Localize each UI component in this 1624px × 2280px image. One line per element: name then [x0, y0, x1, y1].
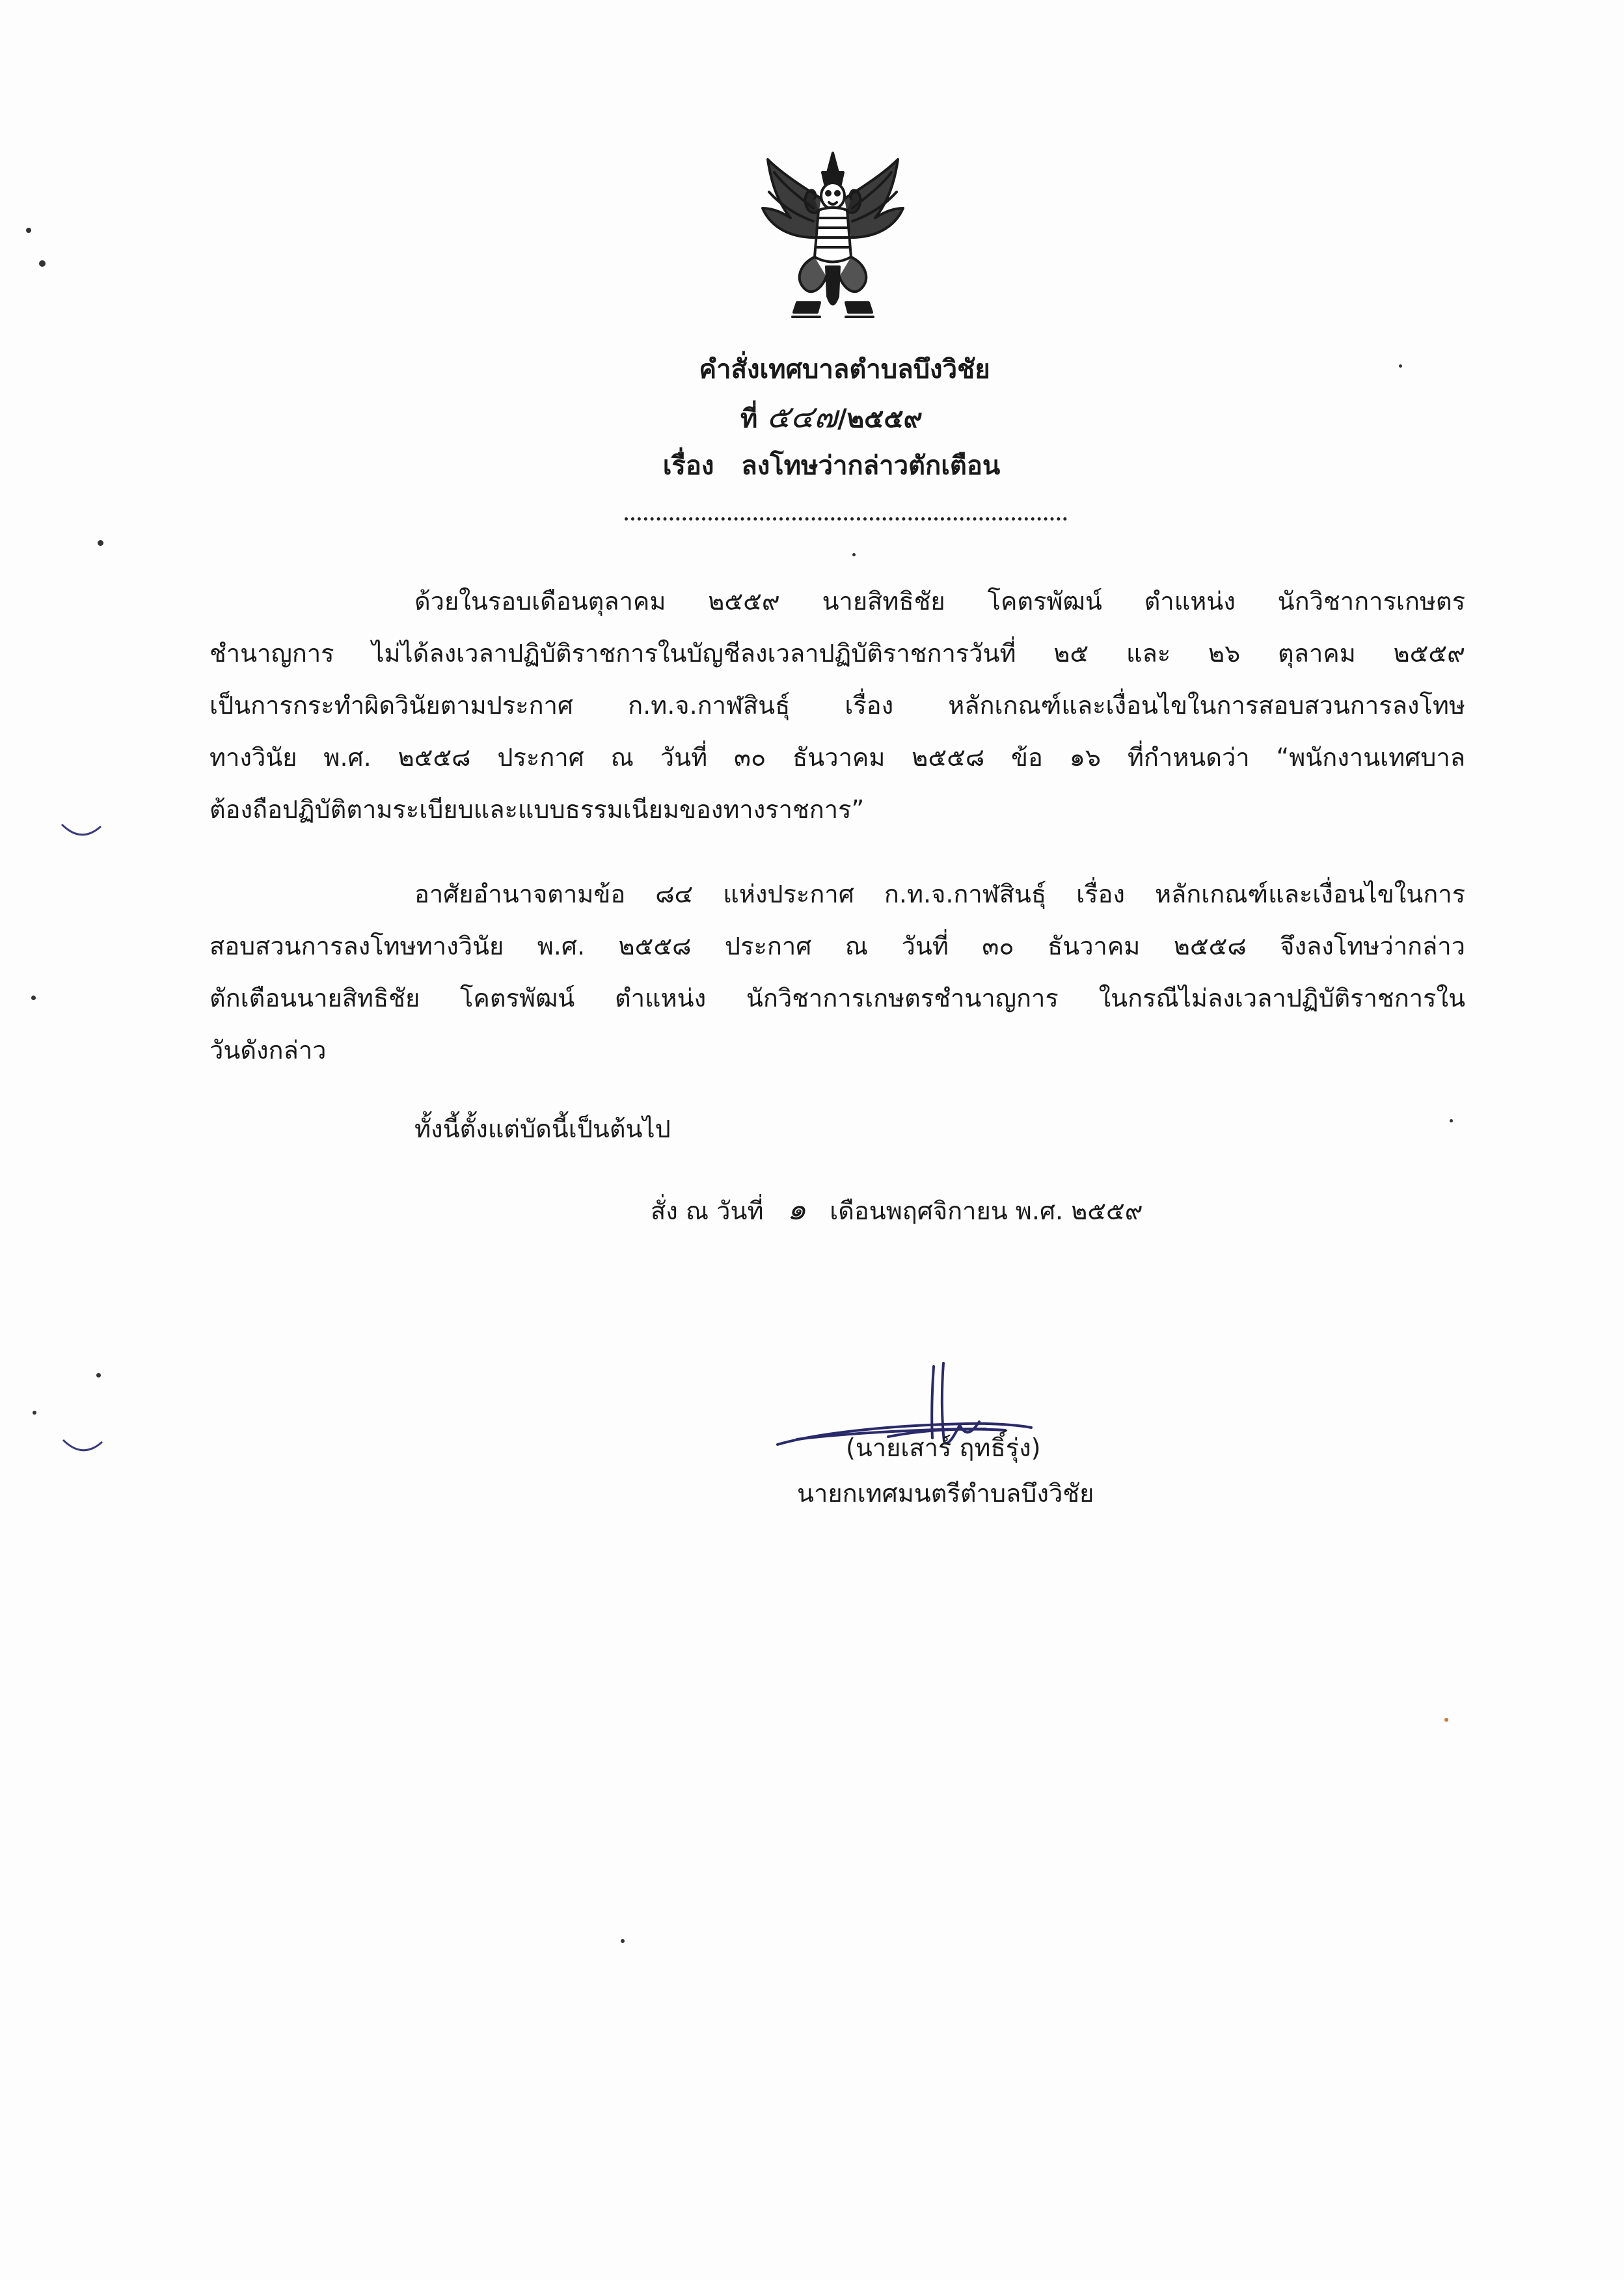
signer-name: (นายเสาร์ ฤทธิ์รุ่ง): [846, 1433, 1041, 1462]
paragraph-line: สอบสวนการลงโทษทางวินัย พ.ศ. ๒๕๕๘ ประกาศ ณ วันที่ ๓๐ ธันวาคม ๒๕๕๘ จึงลงโทษว่ากล่าว: [210, 932, 1465, 960]
order-number-suffix: /๒๕๕๙: [837, 404, 923, 434]
body-paragraph-1: [210, 575, 1465, 835]
order-date-suffix: เดือนพฤศจิกายน พ.ศ. ๒๕๕๙: [830, 1197, 1143, 1225]
order-number-prefix: ที่: [740, 404, 758, 434]
scan-speck: [96, 1373, 101, 1378]
order-date: [651, 1183, 1143, 1237]
scan-speck: [33, 1411, 36, 1415]
paragraph-line: ด้วยในรอบเดือนตุลาคม ๒๕๕๙ นายสิทธิชัย โคตรพัฒน์ ตำแหน่ง นักวิชาการเกษตร: [414, 587, 1465, 616]
scan-speck: [1444, 1718, 1448, 1722]
margin-hole-mark: [60, 1437, 105, 1456]
scan-speck: [621, 1939, 625, 1943]
order-date-day: ๑: [787, 1191, 806, 1227]
scan-speck: [1450, 1119, 1453, 1122]
order-title: คำสั่งเทศบาลตำบลบึงวิชัย: [699, 355, 990, 385]
margin-hole-mark: [59, 821, 104, 841]
header-divider: [625, 517, 1067, 521]
order-number: [20, 399, 1624, 437]
scan-speck: [98, 540, 103, 546]
garuda-emblem-icon: [755, 146, 911, 329]
paragraph-line: ต้องถือปฏิบัติตามระเบียบและแบบธรรมเนียมของทางราชการ”: [210, 795, 865, 824]
body-paragraph-2: [210, 868, 1465, 1076]
subject-label: เรื่อง: [662, 451, 714, 481]
paragraph-line: ทางวินัย พ.ศ. ๒๕๕๘ ประกาศ ณ วันที่ ๓๐ ธันวาคม ๒๕๕๘ ข้อ ๑๖ ที่กำหนดว่า “พนักงานเทศบาล: [210, 743, 1465, 772]
paragraph-line: ชำนาญการ ไม่ได้ลงเวลาปฏิบัติราชการในบัญชีลงเวลาปฏิบัติราชการวันที่ ๒๕ และ ๒๖ ตุลาคม ๒๕๕๙: [210, 639, 1465, 668]
paragraph-line: อาศัยอำนาจตามข้อ ๘๔ แห่งประกาศ ก.ท.จ.กาฬสินธุ์ เรื่อง หลักเกณฑ์และเงื่อนไขในการ: [414, 880, 1465, 908]
subject-text: ลงโทษว่ากล่าวตักเตือน: [741, 451, 1001, 481]
scan-speck: [39, 260, 46, 267]
effective-clause: ทั้งนี้ตั้งแต่บัดนี้เป็นต้นไป: [414, 1115, 671, 1143]
scan-speck: [852, 553, 856, 556]
scan-speck: [31, 996, 36, 1000]
paragraph-line: เป็นการกระทำผิดวินัยตามประกาศ ก.ท.จ.กาฬสินธุ์ เรื่อง หลักเกณฑ์และเงื่อนไขในการสอบสวนการลงโทษ: [210, 691, 1465, 720]
scan-speck: [26, 228, 31, 233]
scan-speck: [1399, 364, 1402, 368]
order-date-prefix: สั่ง ณ วันที่: [651, 1197, 764, 1225]
order-subject: [20, 448, 1624, 484]
order-number-handwritten: ๕๔๗: [766, 399, 838, 435]
signer-position: นายกเทศมนตรีตำบลบึงวิชัย: [797, 1479, 1094, 1508]
paragraph-line: ตักเตือนนายสิทธิชัย โคตรพัฒน์ ตำแหน่ง นักวิชาการเกษตรชำนาญการ ในกรณีไม่ลงเวลาปฏิบัติราชการใน: [210, 984, 1465, 1012]
paragraph-line: วันดังกล่าว: [210, 1036, 327, 1065]
